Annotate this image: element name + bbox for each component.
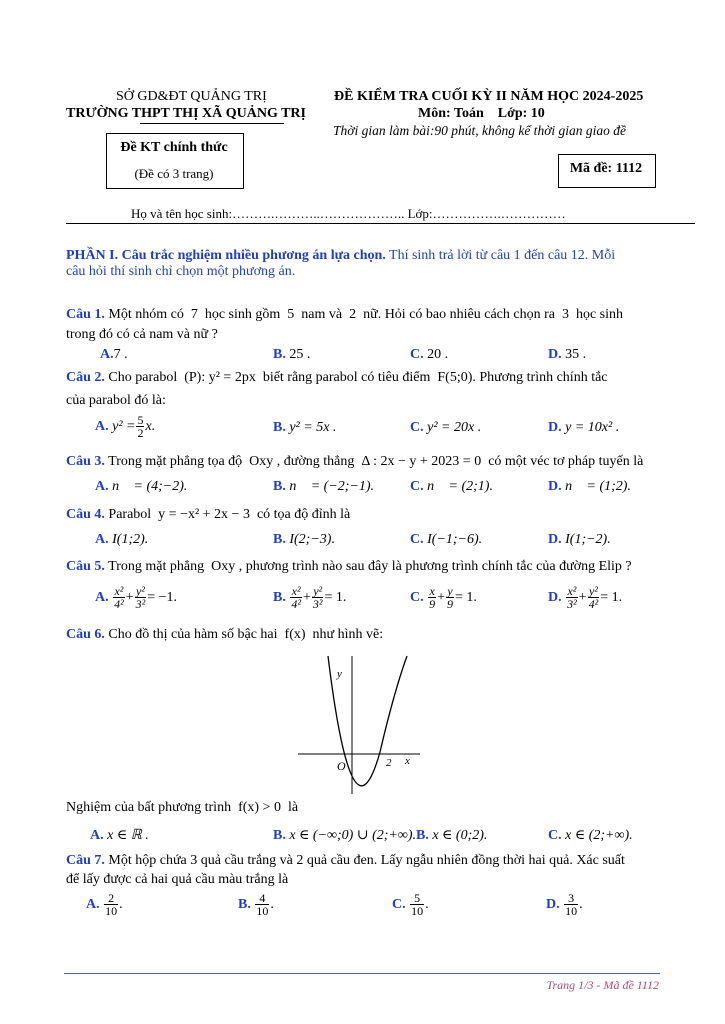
q1-text2: trong đó có cả nam và nữ ?: [66, 327, 218, 342]
q6-option-a[interactable]: A. x ∈ ℝ .: [90, 828, 149, 843]
q5-option-b[interactable]: B. $\frac{\text{x²}}{\text{4²}}$ + $\frac{\text{y²}}{\text{3²}}$ = 1.: [273, 584, 347, 612]
q3-option-b[interactable]: B. n⃗ = (−2;−1).: [273, 479, 375, 494]
part1-desc: Thí sinh trả lời từ câu 1 đến câu 12. Mỗi: [385, 248, 616, 263]
q7-text: [66, 853, 625, 869]
q6-option-c[interactable]: C. x ∈ (2;+∞).: [548, 828, 633, 843]
q2-option-c[interactable]: C. y² = 20x .: [410, 420, 482, 435]
q3-label: Câu 3.: [66, 454, 105, 469]
dept-name: SỞ GD&ĐT QUẢNG TRỊ: [116, 89, 267, 104]
q2-text2: của parabol đó là:: [66, 393, 166, 408]
q2-option-a[interactable]: A. y² = $\frac{5}{2}$ x.: [95, 413, 156, 441]
origin-label: O: [337, 759, 346, 773]
q5-label: Câu 5.: [66, 559, 105, 574]
q1-stem: Một nhóm có 7 học sinh gồm 5 nam và 2 nữ. Hỏi có bao nhiêu cách chọn ra 3 học sinh: [104, 307, 624, 322]
q2-option-b[interactable]: B. y² = 5x .: [273, 420, 337, 435]
q7-option-b[interactable]: B. $\frac{4}{10}$ .: [238, 891, 274, 919]
y-axis-label: y: [337, 668, 342, 680]
q4-text: [66, 507, 350, 523]
footer-divider: [64, 973, 660, 974]
q3-option-c[interactable]: C. n⃗ = (2;1).: [410, 479, 493, 494]
root-label: 2: [386, 757, 392, 769]
pages-label: (Đề có 3 trang): [134, 166, 214, 181]
exam-code: Mã đề: 1112: [569, 161, 643, 176]
q1-text: [66, 307, 623, 323]
q7-text2: để lấy được cả hai quả cầu màu trắng là: [66, 872, 289, 887]
q1-option-a[interactable]: A.7 .: [100, 347, 128, 362]
q6-ask: Nghiệm của bất phương trình f(x) > 0 là: [66, 800, 299, 815]
student-info-line: Họ và tên học sinh:……….………..……………….. Lớp:…………….……………: [131, 206, 566, 221]
page-footer: Trang 1/3 - Mã đề 1112: [546, 978, 659, 992]
q7-option-d[interactable]: D. $\frac{3}{10}$ .: [546, 891, 583, 919]
official-label: Đề KT chính thức: [120, 140, 228, 155]
q2-stem: Cho parabol (P): y² = 2px biết rằng parabol có tiêu điểm F(5;0). Phương trình chính tắc: [104, 370, 608, 385]
q2-option-d[interactable]: D. y = 10x² .: [548, 420, 620, 435]
q3-text: [66, 454, 643, 470]
q6-label: Câu 6.: [66, 627, 105, 642]
q5-text: [66, 559, 632, 575]
school-name: TRƯỜNG THPT THỊ XÃ QUẢNG TRỊ: [66, 106, 306, 121]
q6-option-c-alt-label: B.: [415, 828, 429, 843]
school-underline: [140, 123, 284, 124]
header-divider: [66, 223, 695, 224]
q3-stem: Trong mặt phẳng tọa độ Oxy , đường thẳng Δ : 2x − y + 2023 = 0 có một véc tơ pháp tuyến là: [104, 454, 644, 469]
q5-option-d[interactable]: D. $\frac{\text{x²}}{\text{3²}}$ + $\frac{\text{y²}}{\text{4²}}$ = 1.: [548, 584, 623, 612]
q5-option-c[interactable]: C. $\frac{x}{9}$ + $\frac{y}{9}$ = 1.: [410, 584, 477, 612]
time-line: Thời gian làm bài:90 phút, không kể thời gian giao đề: [333, 123, 627, 138]
x-axis-label: x: [405, 755, 410, 767]
q7-stem: Một hộp chứa 3 quả cầu trắng và 2 quả cầu đen. Lấy ngẫu nhiên đồng thời hai quả. Xác suất: [104, 853, 625, 868]
q4-label: Câu 4.: [66, 507, 105, 522]
q1-label: Câu 1.: [66, 307, 105, 322]
q1-option-b[interactable]: B. 25 .: [273, 347, 311, 362]
q6-stem: Cho đồ thị của hàm số bậc hai f(x) như hình vẽ:: [104, 627, 384, 642]
parabola-graph: [296, 652, 424, 798]
subject-line: Môn: Toán Lớp: 10: [418, 106, 545, 121]
q3-option-a[interactable]: A. n⃗ = (4;−2).: [95, 479, 188, 494]
part1-title: PHẦN I. Câu trắc nghiệm nhiều phương án lựa chọn.: [66, 248, 386, 263]
q2-text: [66, 370, 608, 386]
q6-text: [66, 627, 383, 643]
q7-option-c[interactable]: C. $\frac{5}{10}$ .: [392, 891, 429, 919]
q4-option-a[interactable]: A. I(1;2).: [95, 532, 149, 547]
exam-title: ĐỀ KIỂM TRA CUỐI KỲ II NĂM HỌC 2024-2025: [334, 89, 644, 104]
q5-stem: Trong mặt phẳng Oxy , phương trình nào sau đây là phương trình chính tắc của đường Elip ?: [104, 559, 632, 574]
q7-label: Câu 7.: [66, 853, 105, 868]
q1-option-c[interactable]: C. 20 .: [410, 347, 449, 362]
q1-option-d[interactable]: D. 35 .: [548, 347, 587, 362]
part1-heading: [66, 248, 615, 264]
q3-option-d[interactable]: D. n⃗ = (1;2).: [548, 479, 631, 494]
q2-label: Câu 2.: [66, 370, 105, 385]
q7-option-a[interactable]: A. $\frac{2}{10}$ .: [86, 891, 123, 919]
q4-option-b[interactable]: B. I(2;−3).: [273, 532, 335, 547]
q5-option-a[interactable]: A. $\frac{\text{x²}}{\text{4²}}$ + $\frac{\text{y²}}{\text{3²}}$ = −1.: [95, 584, 178, 612]
q4-option-c[interactable]: C. I(−1;−6).: [410, 532, 483, 547]
q6-option-b[interactable]: B. x ∈ (−∞;0) ∪ (2;+∞).B. x ∈ (0;2).: [273, 828, 488, 843]
q4-stem: Parabol y = −x² + 2x − 3 có tọa độ đỉnh là: [104, 507, 351, 522]
q4-option-d[interactable]: D. I(1;−2).: [548, 532, 611, 547]
part1-desc2: câu hỏi thí sinh chỉ chọn một phương án.: [66, 264, 296, 279]
